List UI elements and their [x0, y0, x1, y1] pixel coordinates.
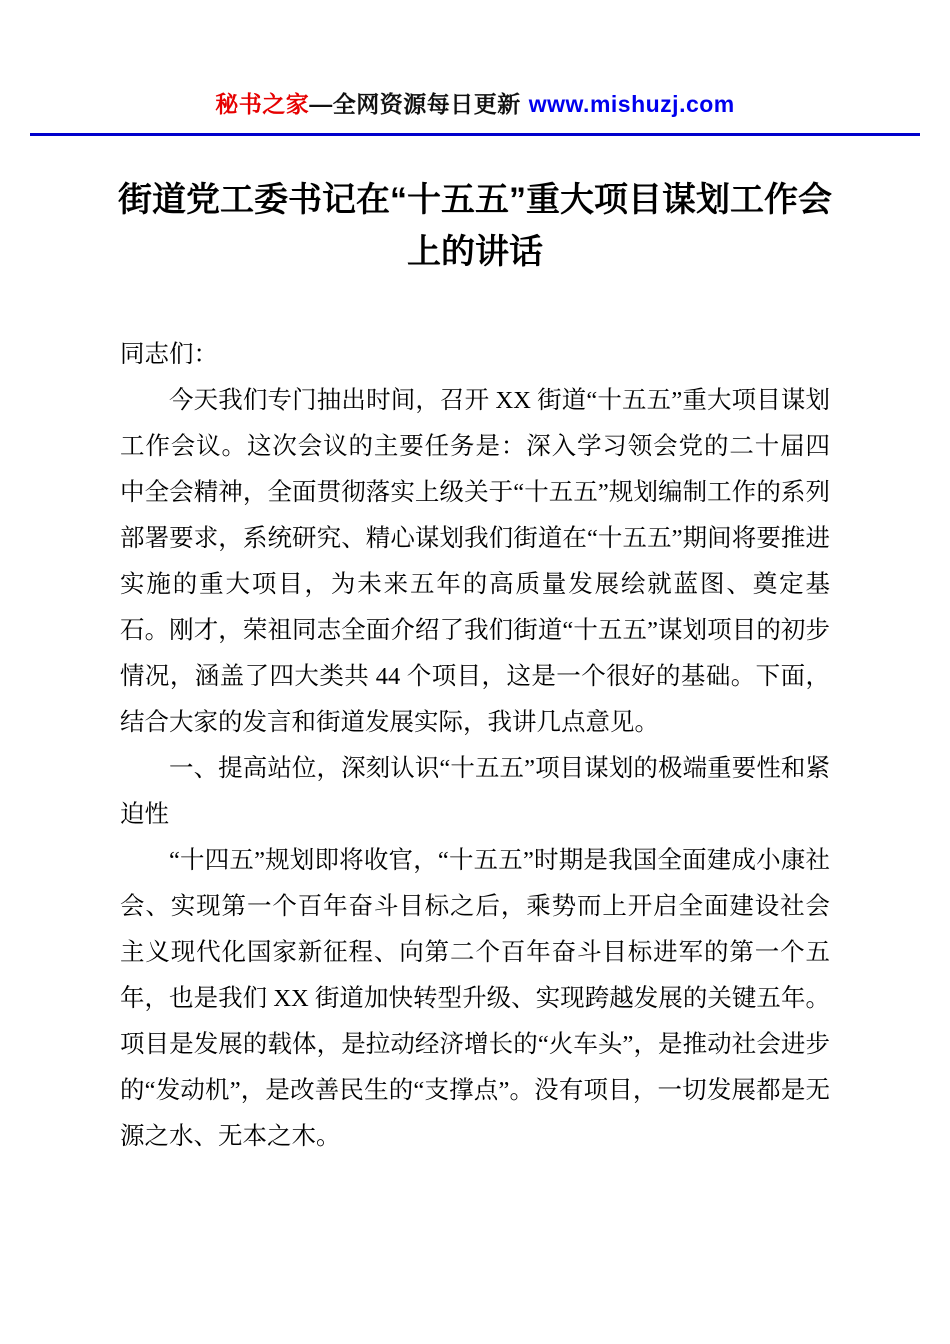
- site-header: [0, 0, 950, 119]
- body-paragraph-section-1: “十四五”规划即将收官，“十五五”时期是我国全面建成小康社会、实现第一个百年奋斗目标之后，乘势而上开启全面建设社会主义现代化国家新征程、向第二个百年奋斗目标进军的第一个五年，也是我们 XX 街道加快转型升级、实现跨越发展的关键五年。项目是发展的载体，是拉动经济增长的“火车头”，是推动社会进步的“发动机”，是改善民生的“支撑点”。没有项目，一切发展都是无源之水、无本之木。: [120, 847, 830, 1150]
- site-url-link[interactable]: www.mishuzj.com: [528, 91, 735, 117]
- header-divider: [30, 133, 920, 136]
- site-name: 秘书之家: [215, 91, 310, 117]
- document-body: [120, 332, 830, 1160]
- section-heading-1: 一、提高站位，深刻认识“十五五”项目谋划的极端重要性和紧迫性: [120, 755, 830, 828]
- site-tagline: —全网资源每日更新: [309, 91, 521, 117]
- document-title: 街道党工委书记在“十五五”重大项目谋划工作会上的讲话: [118, 181, 832, 271]
- body-paragraph-intro: 今天我们专门抽出时间，召开 XX 街道“十五五”重大项目谋划工作会议。这次会议的主要任务是：深入学习领会党的二十届四中全会精神，全面贯彻落实上级关于“十五五”规划编制工作的系列部署要求，系统研究、精心谋划我们街道在“十五五”期间将要推进实施的重大项目，为未来五年的高质量发展绘就蓝图、奠定基石。刚才，荣祖同志全面介绍了我们街道“十五五”谋划项目的初步情况，涵盖了四大类共 44 个项目，这是一个很好的基础。下面，结合大家的发言和街道发展实际，我讲几点意见。: [120, 387, 830, 736]
- salutation-paragraph: 同志们：: [120, 341, 218, 368]
